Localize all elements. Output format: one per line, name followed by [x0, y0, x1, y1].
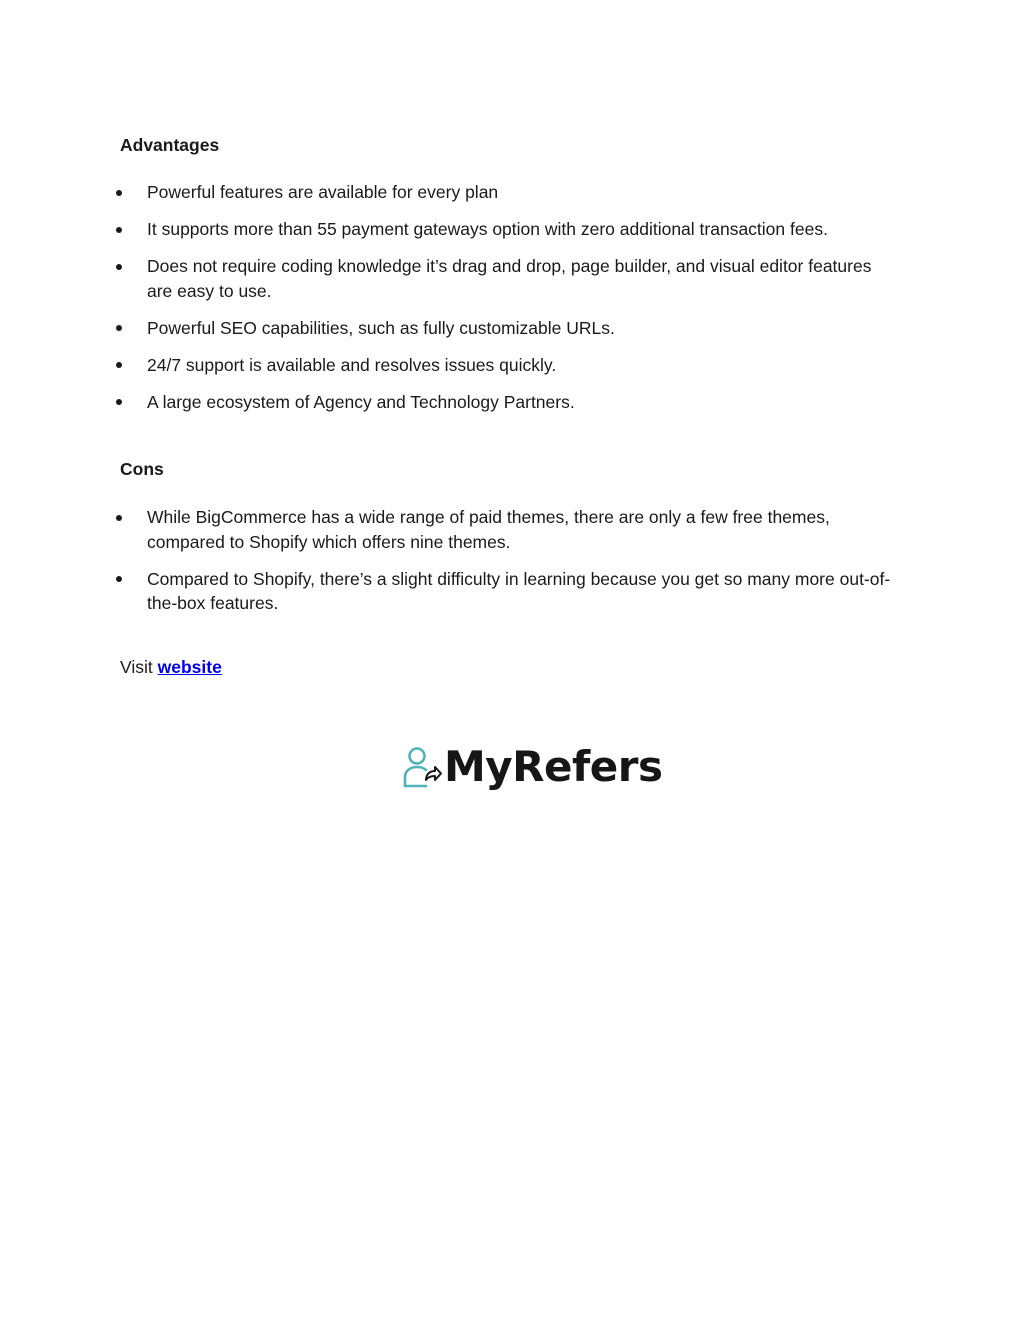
con-text: Compared to Shopify, there’s a slight difficulty in learning because you get so many more out-of-the-box features. [147, 568, 891, 613]
advantage-text: It supports more than 55 payment gateways option with zero additional transaction fees. [147, 219, 828, 239]
list-item [0, 180, 1024, 205]
list-item [0, 316, 1024, 341]
visit-prefix: Visit [120, 657, 153, 677]
logo-text: MyRefers [444, 742, 663, 791]
list-item [0, 505, 1024, 554]
cons-list [0, 505, 1024, 628]
bullet-icon [116, 264, 122, 270]
list-item [0, 390, 1024, 415]
con-text: While BigCommerce has a wide range of paid themes, there are only a few free themes, compared to Shopify which offers nine themes. [147, 507, 830, 552]
bullet-icon [116, 190, 122, 196]
advantages-list [0, 180, 1024, 427]
advantage-text: Powerful features are available for every plan [147, 182, 499, 202]
bullet-icon [116, 362, 122, 368]
list-item [0, 254, 1024, 303]
advantage-text: 24/7 support is available and resolves issues quickly. [147, 354, 557, 375]
bullet-icon [116, 576, 122, 582]
advantage-text: Powerful SEO capabilities, such as fully customizable URLs. [147, 317, 615, 338]
cons-heading: Cons [120, 459, 164, 479]
list-item [0, 567, 1024, 616]
list-item [0, 353, 1024, 378]
bullet-icon [116, 399, 122, 405]
list-item [0, 217, 1024, 242]
bullet-icon [116, 515, 122, 521]
visit-line [120, 656, 222, 678]
bullet-icon [116, 227, 122, 233]
bullet-icon [116, 325, 122, 331]
advantages-heading: Advantages [120, 135, 220, 155]
website-link[interactable]: website [157, 657, 222, 677]
myrefers-logo [402, 738, 662, 796]
user-share-icon [402, 744, 442, 790]
advantage-text: Does not require coding knowledge it’s drag and drop, page builder, and visual editor features are easy to use. [147, 256, 872, 301]
advantage-text: A large ecosystem of Agency and Technology Partners. [147, 391, 575, 412]
